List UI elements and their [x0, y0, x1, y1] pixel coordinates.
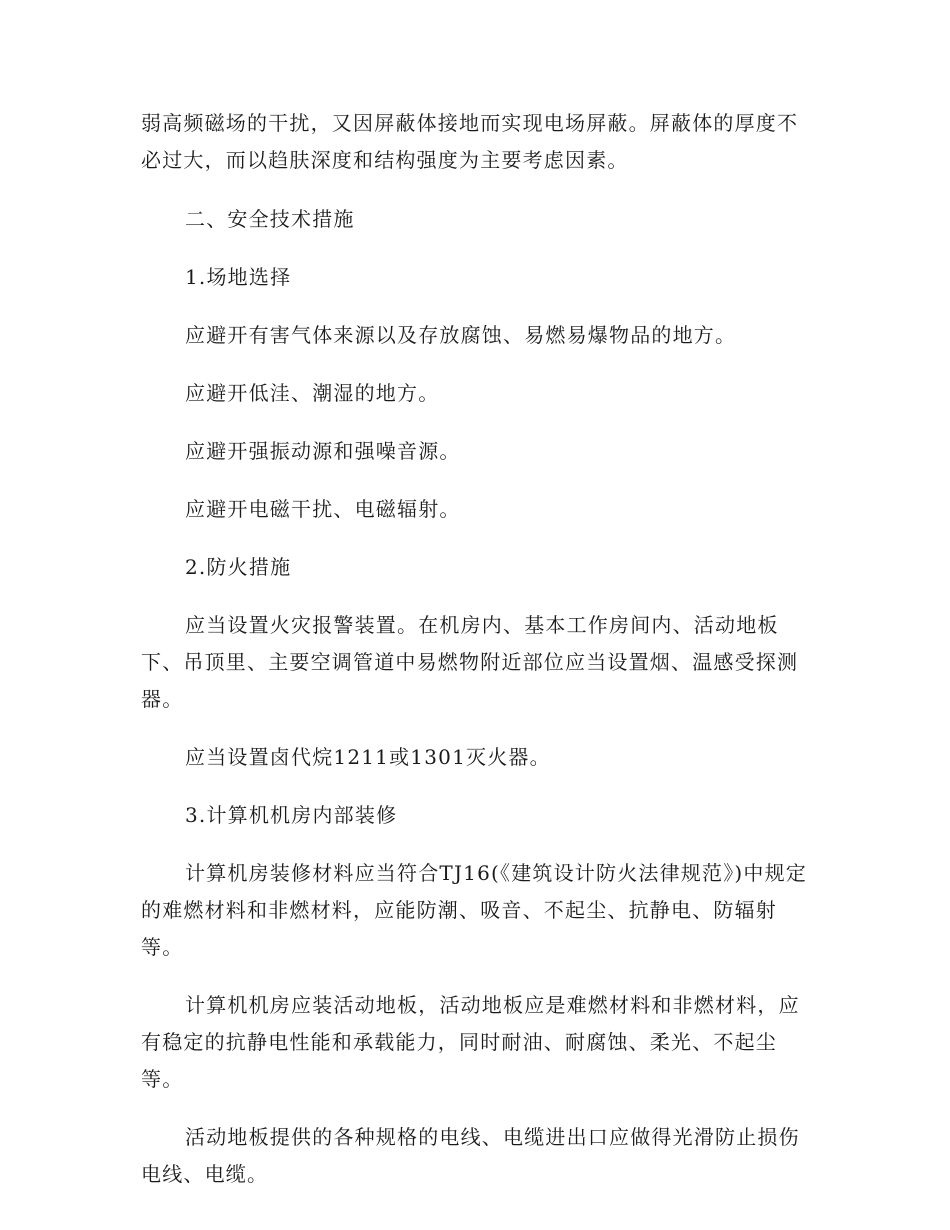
paragraph-cable-openings: 活动地板提供的各种规格的电线、电缆进出口应做得光滑防止损伤电线、电缆。	[141, 1125, 800, 1186]
document-body	[141, 105, 809, 1214]
section-heading-safety-measures: 二、安全技术措施	[185, 207, 355, 231]
paragraph-avoid-vibration-noise: 应避开强振动源和强噪音源。	[185, 439, 461, 463]
subheading-site-selection: 1.场地选择	[185, 265, 292, 289]
paragraph-extinguisher: 应当设置卤代烷1211或1301灭火器。	[185, 745, 551, 769]
paragraph-decoration-materials: 计算机房装修材料应当符合TJ16(《建筑设计防火法律规范》)中规定的难燃材料和非燃材料，应能防潮、吸音、不起尘、抗静电、防辐射等。	[141, 861, 808, 959]
paragraph-avoid-hazardous-gas: 应避开有害气体来源以及存放腐蚀、易燃易爆物品的地方。	[185, 323, 737, 347]
paragraph-raised-floor: 计算机机房应装活动地板，活动地板应是难燃材料和非燃材料，应有稳定的抗静电性能和承载能力，同时耐油、耐腐蚀、柔光、不起尘等。	[141, 993, 800, 1091]
paragraph-shielding: 弱高频磁场的干扰，又因屏蔽体接地而实现电场屏蔽。屏蔽体的厚度不必过大，而以趋肤深度和结构强度为主要考虑因素。	[141, 111, 799, 172]
paragraph-avoid-electromagnetic: 应避开电磁干扰、电磁辐射。	[185, 497, 461, 521]
subheading-fire-prevention: 2.防火措施	[185, 555, 292, 579]
paragraph-fire-alarm: 应当设置火灾报警装置。在机房内、基本工作房间内、活动地板下、吊顶里、主要空调管道中易燃物附近部位应当设置烟、温感受探测器。	[141, 613, 799, 711]
subheading-interior-decoration: 3.计算机机房内部装修	[185, 803, 398, 827]
paragraph-avoid-low-humid: 应避开低洼、潮湿的地方。	[185, 381, 440, 405]
